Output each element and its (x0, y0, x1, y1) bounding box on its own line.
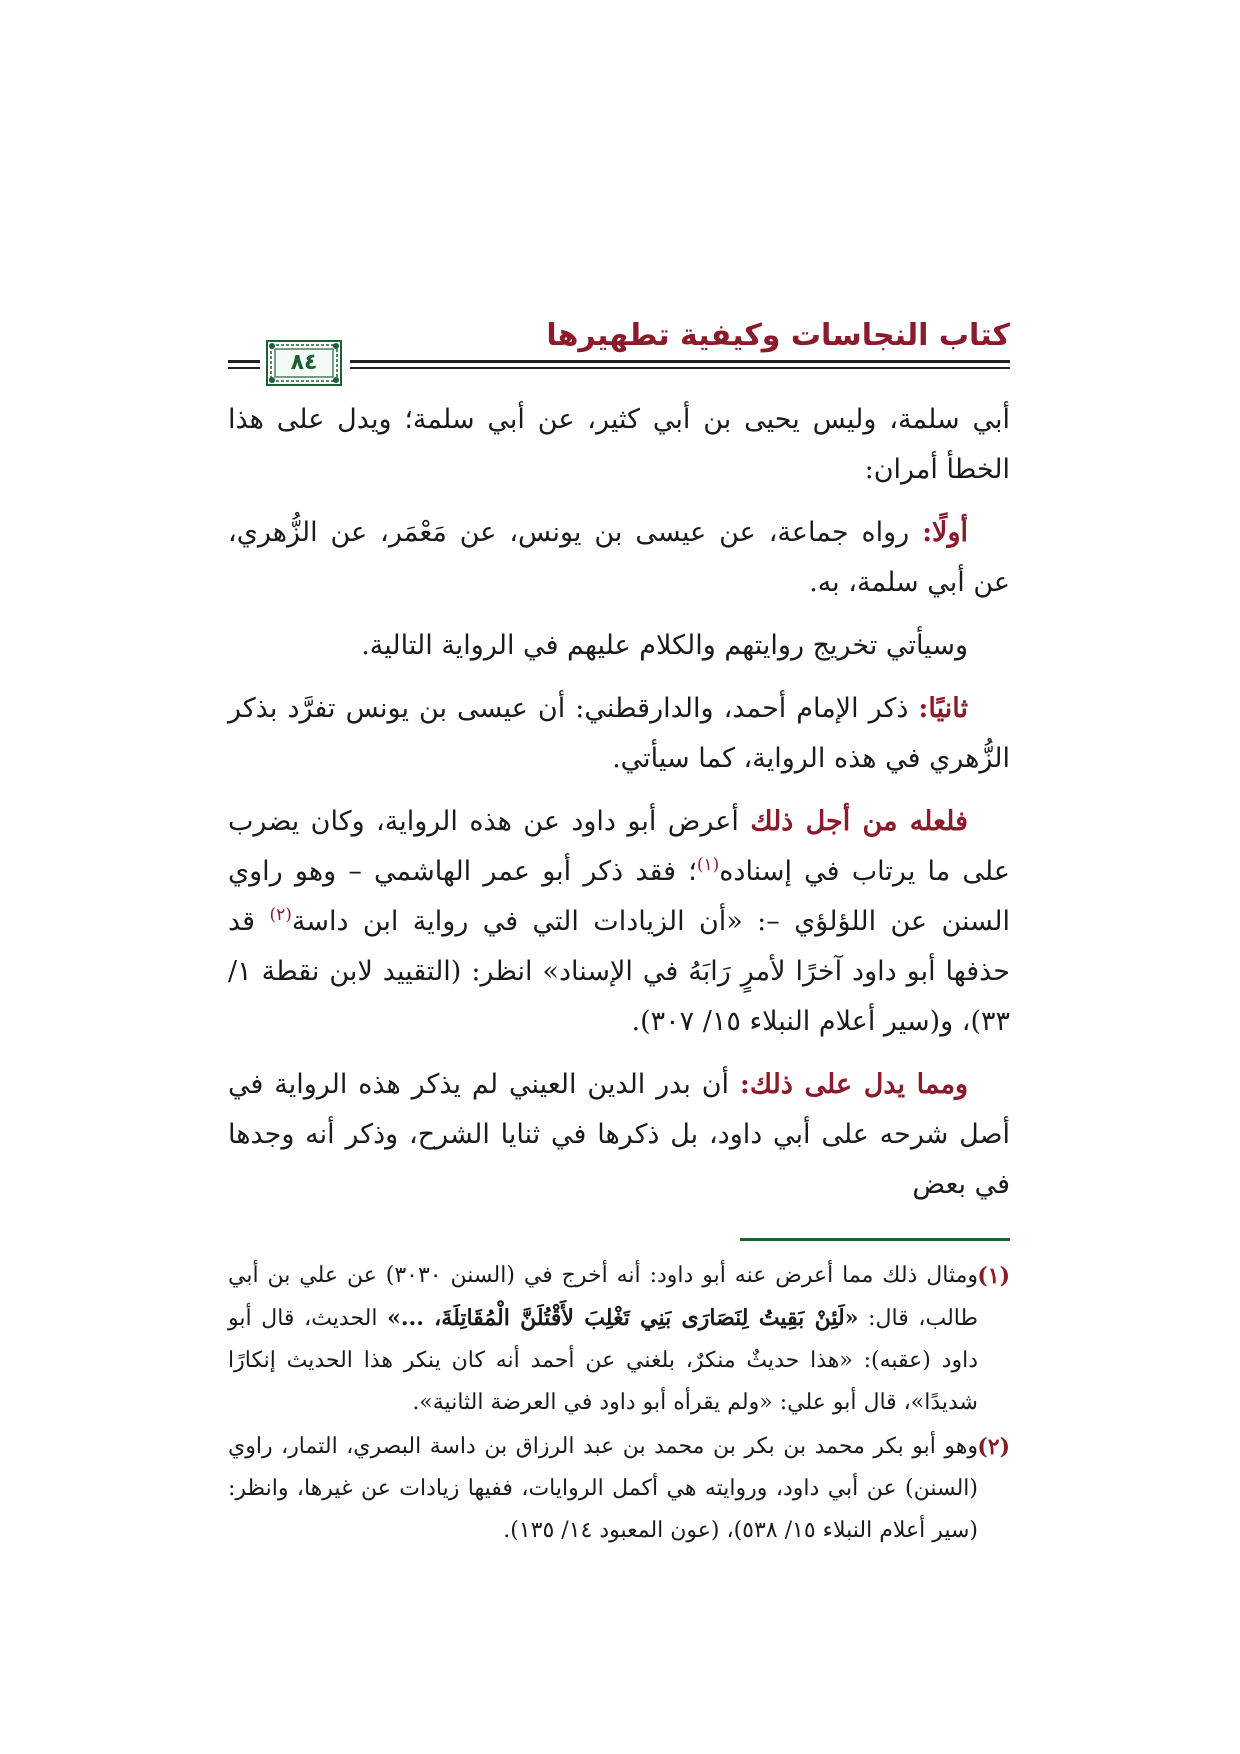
footnote-text: الحديث، قال أبو داود (عقبه): «هذا حديثٌ منكرٌ، بلغني عن أحمد أنه كان ينكر هذا الحديث إنكارًا شديدًا»، قال أبو علي: «ولم يقرأه أبو داود في العرضة الثانية». (228, 1306, 978, 1415)
page-number-badge (266, 340, 342, 386)
header-rule (350, 367, 1010, 369)
footnote-number: (١) (977, 1263, 1010, 1289)
page-number: ٨٤ (290, 350, 318, 375)
footnote-ref-1[interactable]: (١) (696, 855, 720, 875)
hadith-quote: «لَئِنْ بَقِيتُ لِنَصَارَى بَنِي تَغْلِبَ لأَقْتُلَنَّ الْمُقَاتِلَةَ، ...» (387, 1305, 859, 1331)
header-rule-short (228, 367, 260, 369)
paragraph-text: ؛ فقد ذكر أبو عمر الهاشمي – وهو راوي السنن عن اللؤلؤي –: «أن الزيادات التي في رواية ابن داسة (228, 856, 1010, 937)
paragraph (228, 797, 1010, 1047)
footnote-1 (228, 1255, 1010, 1424)
paragraph-text: أن بدر الدين العيني لم يذكر هذه الرواية في أصل شرحه على أبي داود، بل ذكرها في ثنايا الشرح، وذكر أنه وجدها في بعض (228, 1069, 1010, 1200)
header-rule (350, 360, 1010, 363)
paragraph-lead: ومما يدل على ذلك: (739, 1069, 969, 1100)
main-text (228, 395, 1010, 1210)
footnote-text: ومثال ذلك مما أعرض عنه أبو داود: أنه أخرج في (السنن ٣٠٣٠) عن علي بن أبي طالب، قال: (228, 1263, 978, 1331)
footnote-number: (٢) (977, 1434, 1010, 1460)
footnote-text: وهو أبو بكر محمد بن بكر بن محمد بن عبد الرزاق بن داسة البصري، التمار، راوي (السنن) عن أبي داود، وروايته هي أكمل الروايات، ففيها زيادات عن غيرها، وانظر: (سير أعلام النبلاء ١٥/ ٥٣٨)، (عون المعبود ١٤/ ١٣٥). (228, 1434, 978, 1543)
footnote-divider (740, 1238, 1010, 1241)
paragraph-text: رواه جماعة، عن عيسى بن يونس، عن مَعْمَر، عن الزُّهري، عن أبي سلمة، به. (228, 517, 1010, 598)
page (228, 300, 1010, 1554)
paragraph (228, 1060, 1010, 1210)
paragraph-text: أعرض أبو داود عن هذه الرواية، وكان يضرب على ما يرتاب في إسناده (228, 806, 1010, 887)
paragraph (228, 684, 1010, 784)
paragraph-text: ذكر الإمام أحمد، والدارقطني: أن عيسى بن يونس تفرَّد بذكر الزُّهري في هذه الرواية، كما سيأتي. (228, 693, 1010, 774)
paragraph-lead: أولًا: (922, 517, 968, 548)
page-header (228, 300, 1010, 395)
footnotes (228, 1255, 1010, 1552)
footnote-2 (228, 1426, 1010, 1552)
footnote-ref-2[interactable]: (٢) (269, 905, 292, 925)
paragraph: وسيأتي تخريج روايتهم والكلام عليهم في الرواية التالية. (361, 630, 968, 661)
book-title: كتاب النجاسات وكيفية تطهيرها (546, 318, 1010, 353)
paragraph-lead: فلعله من أجل ذلك (750, 806, 968, 837)
paragraph: أبي سلمة، وليس يحيى بن أبي كثير، عن أبي سلمة؛ ويدل على هذا الخطأ أمران: (228, 404, 1010, 485)
paragraph-lead: ثانيًا: (918, 693, 968, 724)
paragraph-text: قد حذفها أبو داود آخرًا لأمرٍ رَابَهُ في الإسناد» انظر: (التقييد لابن نقطة ١/ ٣٣)، و(سير أعلام النبلاء ١٥/ ٣٠٧). (228, 906, 1010, 1037)
paragraph (228, 508, 1010, 608)
header-rule-short (228, 360, 260, 363)
